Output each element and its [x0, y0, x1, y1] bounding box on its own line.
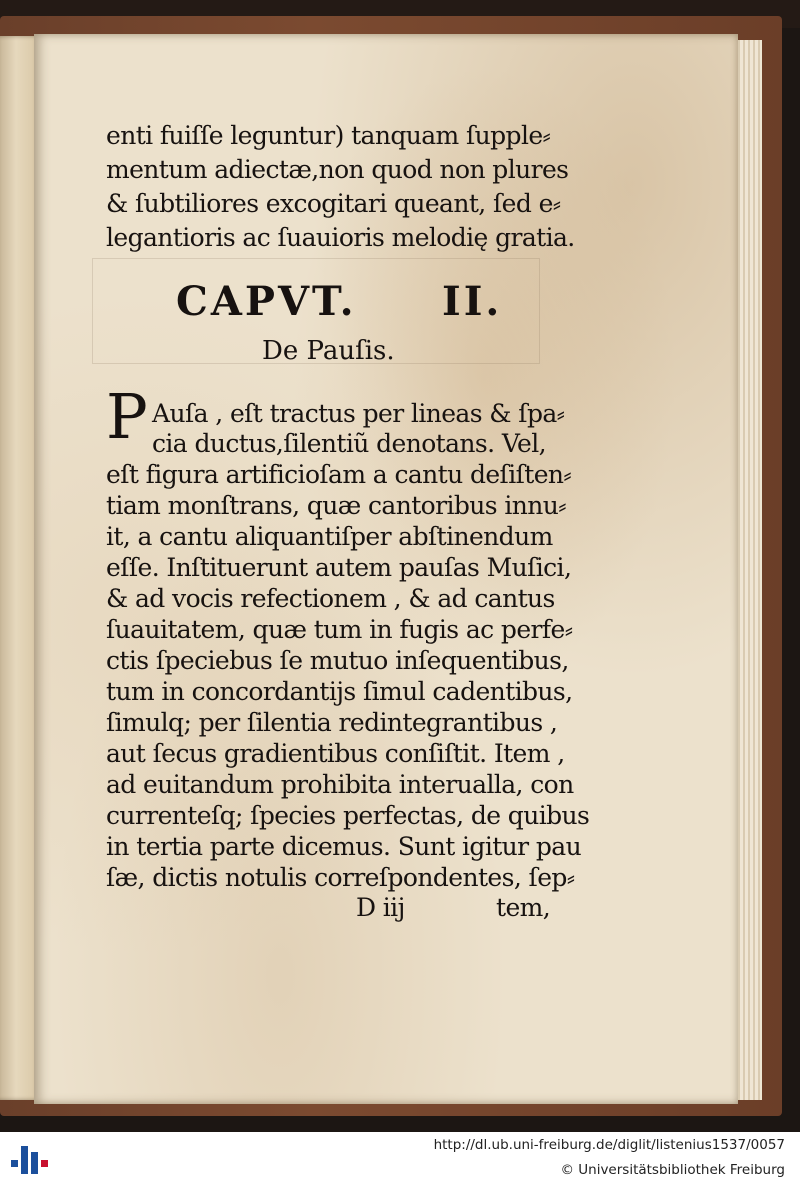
text-line: it, a cantu aliquantiſper abſtinendum [106, 522, 553, 551]
text-line: & ſubtiliores excogitari queant, ſed e⸗ [106, 189, 561, 218]
text-line: in tertia parte dicemus. Sunt igitur pau [106, 832, 582, 861]
text-line: ſæ, dictis notulis correſpondentes, ſep⸗ [106, 863, 575, 892]
viewer-footer [0, 1132, 800, 1188]
drop-capital: P [106, 380, 148, 453]
text-line: Auſa , eſt tractus per lineas & ſpa⸗ [152, 399, 565, 428]
text-line: tiam monſtrans, quæ cantoribus innu⸗ [106, 491, 566, 520]
catchword: tem, [496, 893, 551, 922]
chapter-heading: CAPVT. [176, 278, 357, 325]
text-line: cia ductus,ſilentiũ denotans. Vel, [152, 429, 546, 458]
text-line: enti fuiſſe leguntur) tanquam ſupple⸗ [106, 121, 551, 150]
text-line: ſimulq; per ſilentia redintegrantibus , [106, 708, 558, 737]
text-line: currenteſq; ſpecies perfectas, de quibus [106, 801, 590, 830]
text-line: mentum adiectæ,non quod non plures [106, 155, 569, 184]
text-line: & ad vocis refectionem , & ad cantus [106, 584, 555, 613]
chapter-subheading: De Pauſis. [262, 336, 395, 366]
text-line: aut ſecus gradientibus conſiſtit. Item , [106, 739, 565, 768]
text-line: legantioris ac ſuauioris melodię gratia. [106, 223, 575, 252]
text-line: tum in concordantijs ſimul cadentibus, [106, 677, 573, 706]
ub-freiburg-logo-icon[interactable] [10, 1142, 50, 1178]
text-line: ctis ſpeciebus ſe mutuo inſequentibus, [106, 646, 569, 675]
text-line: ſuauitatem, quæ tum in fugis ac perfe⸗ [106, 615, 573, 644]
copyright-text: © Universitätsbibliothek Freiburg [560, 1162, 785, 1178]
chapter-number: II. [442, 278, 503, 325]
signature-mark: D iij [356, 893, 405, 922]
page-url-link[interactable]: http://dl.ub.uni-freiburg.de/diglit/listenius1537/0057 [433, 1137, 785, 1153]
text-line: eſſe. Inſtituerunt autem pauſas Muſici, [106, 553, 572, 582]
text-line: ad euitandum prohibita interualla, con [106, 770, 574, 799]
text-line: eſt figura artificioſam a cantu deſiſten⸗ [106, 460, 572, 489]
